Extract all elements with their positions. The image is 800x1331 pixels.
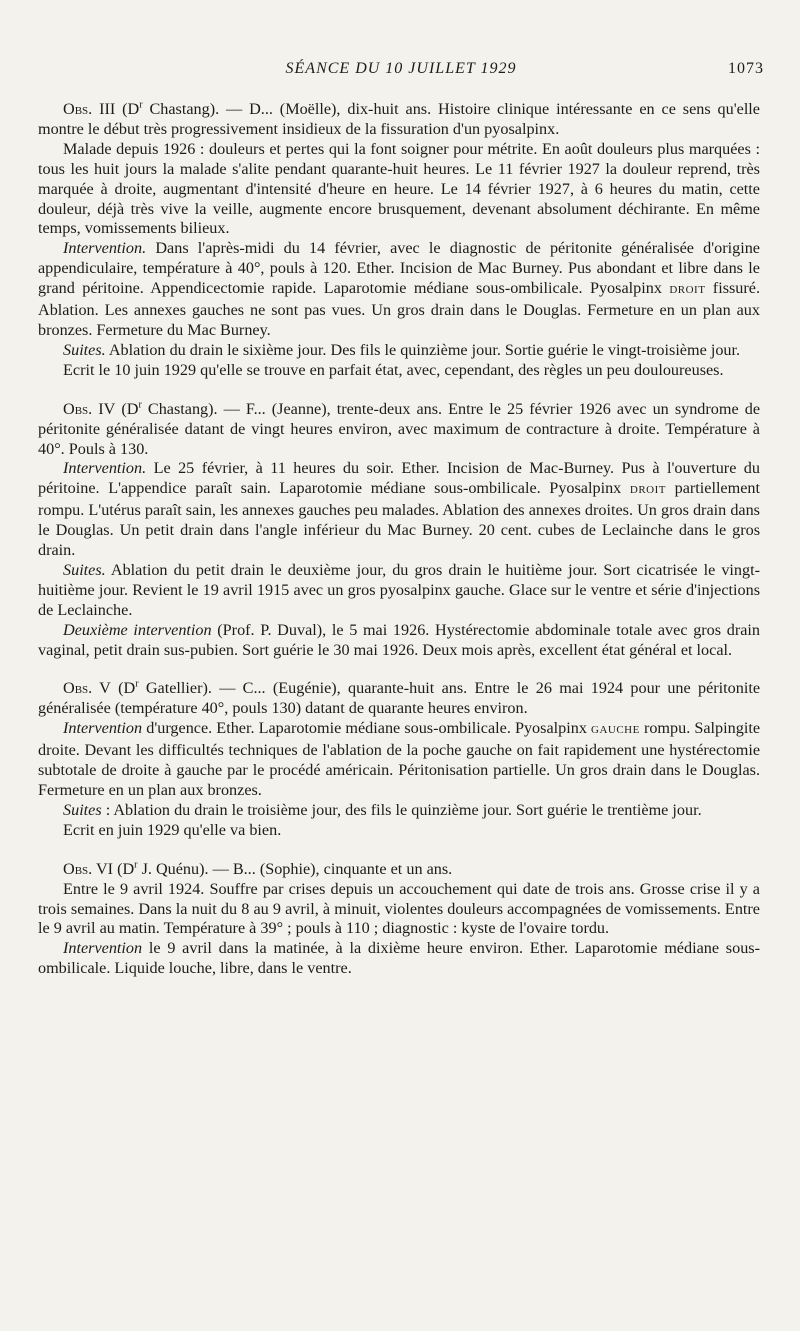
obs5-intervention-text-b: rompu. Salpingite droite. Devant les difficultés techniques de l'ablation de la poche gauche on fait rapidement une hystérectomie subtotale de droite à gauche par le procédé américain. Péritonisation partielle. Un gros drain dans le Douglas. Fermeture en un plan aux bronzes. [38,719,760,799]
obs6-label: Obs. VI [63,859,114,878]
obs5-intro [38,679,760,719]
obs3-history: Malade depuis 1926 : douleurs et pertes qui la font soigner pour métrite. En août douleurs plus marquées : tous les huit jours la malade s'alite pendant quarante-huit heures. Le 11 février 1927 la douleur reprend, très marquée à droite, augmentant d'intensité d'heure en heure. Le 14 février 1927, à 6 heures du matin, cette douleur, déjà très vive la veille, augmente encore brusquement, devenant absolument déchirante. En même temps, vomissements bilieux. [38,139,760,238]
obs4-intervention-text-b: partiellement rompu. L'utérus paraît sain, les annexes gauches peu malades. Ablation des annexes droites. Un gros drain dans le Douglas. Un petit drain dans l'angle inférieur du Mac Burney. 20 cent. cubes de Leclainche dans le gros drain. [38,479,760,560]
obs5-label: Obs. V [63,679,111,698]
obs3-suites-label: Suites. [63,340,106,359]
obs6-intro [38,860,760,880]
obs5-suites [38,801,760,821]
obs3-intervention-text-b: fissuré. Ablation. Les annexes gauches ne sont pas vues. Un gros drain dans le Douglas. Fermeture en un plan aux bronzes. Fermeture du Mac Burney. [38,279,761,339]
obs4-suites [38,561,760,621]
obs3-doctor-sup: r [139,99,143,111]
obs5-suites-label: Suites [63,800,102,819]
obs5-doctor-prefix: (D [118,679,136,698]
obs5-intervention-side: GAUCHE [591,724,640,737]
obs3-intro-text: Chastang). — D... (Moëlle), dix-huit ans. Histoire clinique intéressante en ce sens qu'elle montre le début très progressivement insidieux de la fissuration d'un pyosalpinx. [38,100,760,138]
obs5-doctor-sup: r [135,679,139,691]
obs3-suites [38,341,760,361]
article-body [38,100,760,979]
obs3-intervention-side: DROIT [669,284,706,297]
obs4-suites-label: Suites. [63,560,106,579]
header-title: SÉANCE DU 10 JUILLET 1929 [285,60,517,77]
obs6-doctor-prefix: (D [117,859,135,878]
obs4-second-intervention [38,621,760,661]
obs4-second-intervention-label: Deuxième intervention [63,620,212,639]
obs5-intervention-label: Intervention [63,719,143,738]
obs4-second-intervention-text: (Prof. P. Duval), le 5 mai 1926. Hystérectomie abdominale totale avec gros drain vaginal, petit drain sus-pubien. Sort guérie le 30 mai 1926. Deux mois après, excellent état général et local. [38,620,760,659]
obs4-suites-text: Ablation du petit drain le deuxième jour, du gros drain le huitième jour. Sort cicatrisée le vingt-huitième jour. Revient le 19 avril 1915 avec un gros pyosalpinx gauche. Glace sur le ventre et série d'injections de Leclainche. [38,560,760,619]
obs3-label: Obs. III [63,100,116,118]
obs4-doctor-prefix: (D [121,399,139,418]
obs3-followup: Ecrit le 10 juin 1929 qu'elle se trouve en parfait état, avec, cependant, des règles un peu douloureuses. [63,360,724,379]
obs5-followup: Ecrit en juin 1929 qu'elle va bien. [63,820,282,839]
obs3-suites-text: Ablation du drain le sixième jour. Des fils le quinzième jour. Sortie guérie le vingt-troisième jour. [105,340,741,359]
obs3-doctor-prefix: (D [122,100,140,118]
obs5-suites-text: : Ablation du drain le troisième jour, des fils le quinzième jour. Sort guérie le trentième jour. [101,800,702,819]
obs6-doctor-sup: r [134,859,138,871]
obs4-label: Obs. IV [63,399,116,418]
running-header [38,60,764,82]
obs4-intro-text: Chastang). — F... (Jeanne), trente-deux ans. Entre le 25 février 1926 avec un syndrome de péritonite généralisée datant de vingt heures environ, avec maximum de contracture à droite. Température à 40°. Pouls à 130. [38,399,761,458]
obs6-intervention-text: le 9 avril dans la matinée, à la dixième heure environ. Ether. Laparotomie médiane sous-ombilicale. Liquide louche, libre, dans le ventre. [38,939,760,978]
obs3-intro [38,100,760,140]
obs6-history: Entre le 9 avril 1924. Souffre par crises depuis un accouchement qui date de trois ans. Grosse crise il y a trois semaines. Dans la nuit du 8 au 9 avril, à minuit, violentes douleurs accompagnées de vomissements. Entre le 9 avril au matin. Température à 39° ; pouls à 110 ; diagnostic : kyste de l'ovaire tordu. [38,879,760,938]
obs6-intervention [38,939,760,979]
obs4-intervention [38,459,760,561]
obs6-intro-text: J. Quénu). — B... (Sophie), cinquante et un ans. [137,859,453,878]
obs4-intro [38,400,760,460]
obs5-intro-text: Gatellier). — C... (Eugénie), quarante-huit ans. Entre le 26 mai 1924 pour une péritonite généralisée (température 40°, pouls 130) datant de quarante heures environ. [38,679,761,718]
obs6-intervention-label: Intervention [63,939,143,958]
obs4-intervention-side: DROIT [629,484,666,497]
obs5-intervention [38,719,760,801]
obs4-doctor-sup: r [138,399,142,411]
obs3-intervention-text-a: Dans l'après-midi du 14 février, avec le diagnostic de péritonite généralisée d'origine appendiculaire, température à 40°, pouls à 120. Ether. Incision de Mac Burney. Pus abondant et libre dans le grand péritoine. Appendicectomie rapide. Laparotomie médiane sous-ombilicale. Pyosalpinx [38,239,760,298]
obs3-intervention [38,239,760,341]
obs3-intervention-label: Intervention. [63,239,147,258]
obs4-intervention-text-a: Le 25 février, à 11 heures du soir. Ether. Incision de Mac-Burney. Pus à l'ouverture du péritoine. L'appendice paraît sain. Laparotomie médiane sous-ombilicale. Pyosalpinx [38,459,760,498]
page-number: 1073 [728,60,764,77]
obs4-intervention-label: Intervention. [63,459,147,478]
obs5-intervention-text-a: d'urgence. Ether. Laparotomie médiane sous-ombilicale. Pyosalpinx [142,719,592,738]
